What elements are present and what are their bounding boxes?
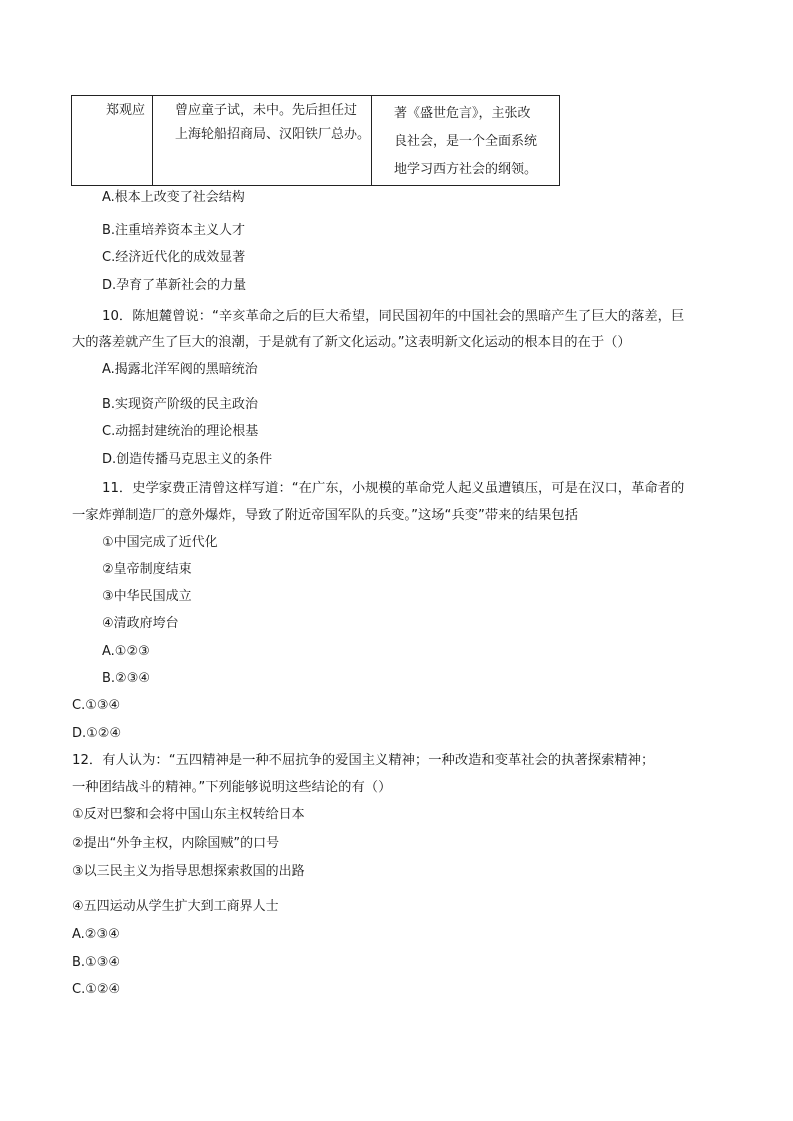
option-c: C.动摇封建统治的理论根基 [102,424,259,439]
option-d: D.孕育了革新社会的力量 [102,278,247,293]
list-item: ②提出“外争主权，内除国贼”的口号 [72,836,280,851]
question-stem-line: 一种团结战斗的精神。”下列能够说明这些结论的有（） [72,780,392,795]
option-c: C.经济近代化的成效显著 [102,250,246,265]
figure-table [71,95,560,186]
question-stem-line: 12．有人认为：“五四精神是一种不屈抗争的爱国主义精神；一种改造和变革社会的执著探索精神； [72,753,655,768]
option-b: B.①③④ [72,955,121,970]
table-cell-work-line: 地学习西方社会的纲领。 [394,162,538,177]
table-cell-experience-line: 上海轮船招商局、汉阳铁厂总办。 [175,127,371,142]
table-cell-work-line: 著《盛世危言》，主张改 [394,106,531,121]
option-a: A.②③④ [72,927,120,942]
question-stem-line: 大的落差就产生了巨大的浪潮，于是就有了新文化运动。”这表明新文化运动的根本目的在于（） [72,335,631,350]
table-cell-work-line: 良社会，是一个全面系统 [394,134,538,149]
list-item: ②皇帝制度结束 [102,562,192,577]
option-c: C.①②④ [72,982,121,997]
list-item: ③以三民主义为指导思想探索救国的出路 [72,864,305,879]
question-stem-line: 10．陈旭麓曾说：“辛亥革命之后的巨大希望，同民国初年的中国社会的黑暗产生了巨大的落差，巨 [102,309,685,324]
question-stem-line: 11．史学家费正清曾这样写道：“在广东，小规模的革命党人起义虽遭镇压，可是在汉口，革命者的 [102,481,685,496]
list-item: ①反对巴黎和会将中国山东主权转给日本 [72,807,305,822]
list-item: ④五四运动从学生扩大到工商界人士 [72,899,279,914]
table-divider [371,96,372,185]
option-a: A.揭露北洋军阀的黑暗统治 [102,362,258,377]
option-b: B.实现资产阶级的民主政治 [102,397,259,412]
table-cell-name: 郑观应 [106,103,146,118]
question-stem-line: 一家炸弹制造厂的意外爆炸，导致了附近帝国军队的兵变。”这场“兵变”带来的结果包括 [72,508,578,523]
option-a: A.根本上改变了社会结构 [102,190,245,205]
list-item: ④清政府垮台 [102,616,179,631]
table-divider [152,96,153,185]
option-a: A.①②③ [102,644,150,659]
option-b: B.②③④ [102,671,151,686]
option-d: D.①②④ [72,726,122,741]
option-c: C.①③④ [72,698,121,713]
table-cell-experience-line: 曾应童子试，未中。先后担任过 [175,103,358,118]
option-d: D.创造传播马克思主义的条件 [102,452,273,467]
option-b: B.注重培养资本主义人才 [102,223,246,238]
list-item: ③中华民国成立 [102,589,192,604]
list-item: ①中国完成了近代化 [102,535,218,550]
